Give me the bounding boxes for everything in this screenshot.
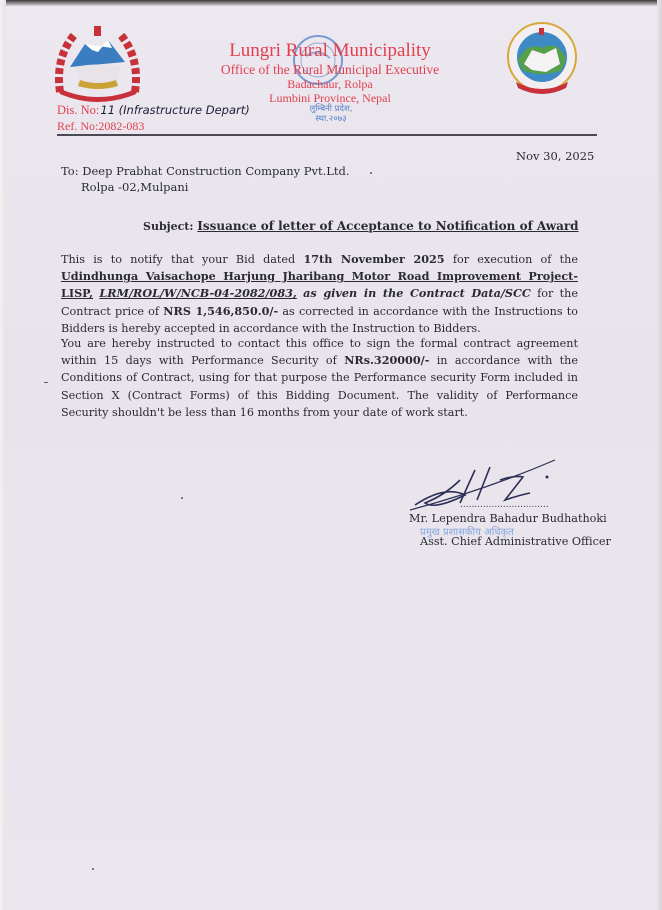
recipient-name: To: Deep Prabhat Construction Company Pvt.Ltd. — [61, 164, 350, 178]
scan-speck — [92, 868, 94, 870]
scan-speck — [181, 497, 183, 499]
project-name: Udindhunga Vaisachope Harjung Jharibang Motor Road Improvement Project-LISP, — [61, 269, 578, 301]
dis-no-label: Dis. No: — [57, 103, 100, 117]
officer-stamp-text: प्रमुख प्रशासकीय अधिकृत — [420, 527, 514, 538]
scan-speck — [44, 382, 48, 383]
letter-date: Nov 30, 2025 — [516, 149, 595, 163]
office-name: Office of the Rural Municipal Executive — [220, 62, 440, 77]
recipient-address: Rolpa -02,Mulpani — [81, 180, 189, 194]
para1-text: for the Contract price of — [61, 287, 579, 318]
reference-number: Ref. No:2082-083 — [57, 119, 145, 133]
municipality-logo-icon — [502, 20, 582, 98]
dispatch-number — [57, 103, 250, 118]
scan-speck — [370, 172, 372, 174]
signature-line: ............................... — [460, 500, 549, 510]
subject-label: Subject: — [143, 220, 194, 233]
contract-id: LRM/ROL/W/NCB-04-2082/083, — [99, 286, 297, 301]
scan-left-edge — [0, 0, 6, 910]
header-divider — [57, 134, 597, 136]
signer-name: Mr. Lependra Bahadur Budhathoki — [409, 512, 607, 525]
subject-text: Issuance of letter of Acceptance to Notification of Award — [197, 219, 579, 233]
nepal-emblem-icon — [50, 22, 145, 102]
bid-date: 17th November 2025 — [303, 252, 445, 266]
paragraph-notification — [61, 251, 578, 337]
contract-data-ref: as given in the Contract Data/SCC — [303, 286, 531, 301]
letterhead — [150, 40, 510, 105]
para1-text: for execution of the — [444, 253, 578, 266]
para1-text: as corrected in accordance with the Instructions to Bidders is hereby accepted in accordance with the Instruction to Bidders. — [61, 304, 579, 335]
address-line-2: Lumbini Province, Nepal — [269, 91, 391, 105]
dis-no-value: 11 (Infrastructure Depart) — [100, 103, 250, 117]
para2-text: You are hereby instructed to contact this office to sign the formal contract agreement within 15 days with Performance Security of — [61, 337, 578, 368]
contract-price: NRS 1,546,850.0/- — [163, 303, 279, 318]
address-line-1: Badachaur, Rolpa — [287, 77, 373, 91]
performance-security-amount: NRs.320000/- — [344, 353, 430, 368]
signer-title: Asst. Chief Administrative Officer — [420, 535, 611, 548]
stamp-text: लुम्बिनी प्रदेश, स्था.२०७३ — [309, 104, 353, 124]
scan-top-edge — [0, 0, 662, 6]
para1-text: This is to notify that your Bid dated — [61, 253, 304, 266]
para2-text: in accordance with the Conditions of Contract, using for that purpose the Performance security Form included in Section X (Contract Forms) of this Bidding Document. The validity of Performance Security shouldn't be less than 16 months from your date of work start. — [61, 354, 578, 419]
paragraph-instructions — [61, 335, 578, 421]
subject-line — [143, 219, 579, 233]
recipient-block — [61, 163, 350, 195]
scan-right-edge — [657, 0, 662, 910]
municipality-name: Lungri Rural Municipality — [229, 40, 431, 61]
